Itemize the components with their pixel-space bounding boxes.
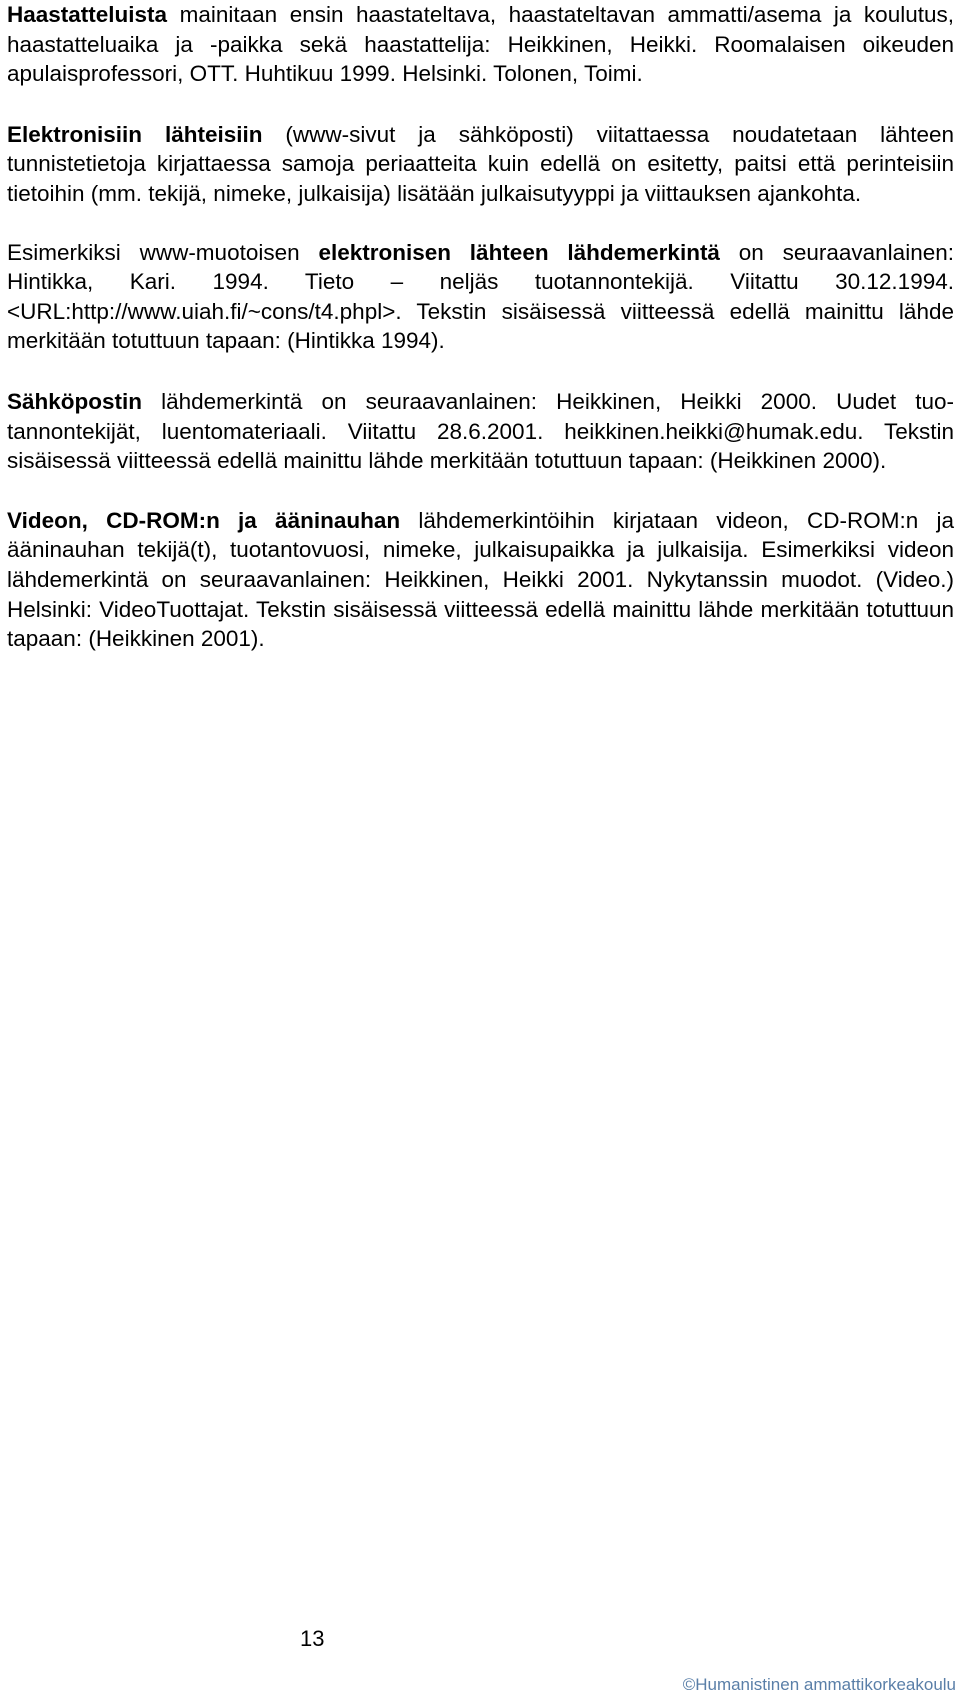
paragraph-email — [7, 387, 954, 476]
paragraph-text: lähdemerkintä on seuraavanlainen: Heikkinen, Heikki 2000. Uudet tuotannontekijät, luentomateriaali. Viitattu 28.6.2001. heikkinen.heikki@humak.edu. Tekstin sisäisessä viitteessä edellä mainittu lähde merkitään totuttuun tapaan: (Heikkinen 2000). — [7, 388, 954, 474]
paragraph-interviews — [7, 0, 954, 89]
page-number: 13 — [300, 1626, 325, 1651]
paragraph-electronic-sources — [7, 120, 954, 209]
term-electronic-reference: elektronisen lähteen lähdemerkintä — [318, 239, 720, 265]
paragraph-text: mainitaan ensin haastateltava, haastateltavan ammatti/asema ja koulutus, haastatteluaika ja -paikka sekä haastattelija: Heikkinen, Heikki. Roomalaisen oikeuden apulaisprofessori, OTT. Huhtikuu 1999. Helsinki. Tolonen, Toimi. — [7, 2, 954, 87]
paragraph-text: on seuraavanlainen: Hintikka, Kari. 1994. Tieto – neljäs tuotannontekijä. Viitattu 30.12.1994. <URL:http://www.uiah.fi/~cons/t4.phpl>. Tekstin sisäisessä viitteessä edellä mainittu lähde merkitään totuttuun tapaan: (Hintikka 1994). — [7, 239, 954, 354]
paragraph-web-example — [7, 238, 954, 356]
term-email: Sähköpostin — [7, 388, 143, 414]
term-interviews: Haastatteluista — [7, 2, 168, 27]
paragraph-video — [7, 506, 954, 654]
paragraph-text: (www-sivut ja sähköposti) viitattaessa noudatetaan lähteen tunnistetietoja kirjattaessa samoja periaatteita kuin edellä on esitetty, paitsi että perinteisiin tietoihin (mm. tekijä, nimeke, julkaisija) lisätään julkaisutyyppi ja viittauksen ajankohta. — [7, 121, 954, 206]
document-body — [7, 0, 954, 654]
term-electronic-sources: Elektronisiin lähteisiin — [7, 121, 263, 147]
footer-copyright: ©Humanistinen ammattikorkeakoulu — [682, 1675, 956, 1694]
paragraph-lead: Esimerkiksi www-muotoisen — [7, 239, 319, 265]
term-video: Videon, CD-ROM:n ja ääninauhan — [7, 507, 401, 533]
paragraph-text: lähdemerkintöihin kirjataan videon, CD-ROM:n ja ääninauhan tekijä(t), tuotantovuosi, nimeke, julkaisupaikka ja julkaisija. Esimerkiksi videon lähdemerkintä on seuraavanlainen: Heikkinen, Heikki 2001. Nykytanssin muodot. (Video.) Helsinki: VideoTuottajat. Tekstin sisäisessä viitteessä edellä mainittu lähde merkitään totuttuun tapaan: (Heikkinen 2001). — [7, 507, 954, 652]
